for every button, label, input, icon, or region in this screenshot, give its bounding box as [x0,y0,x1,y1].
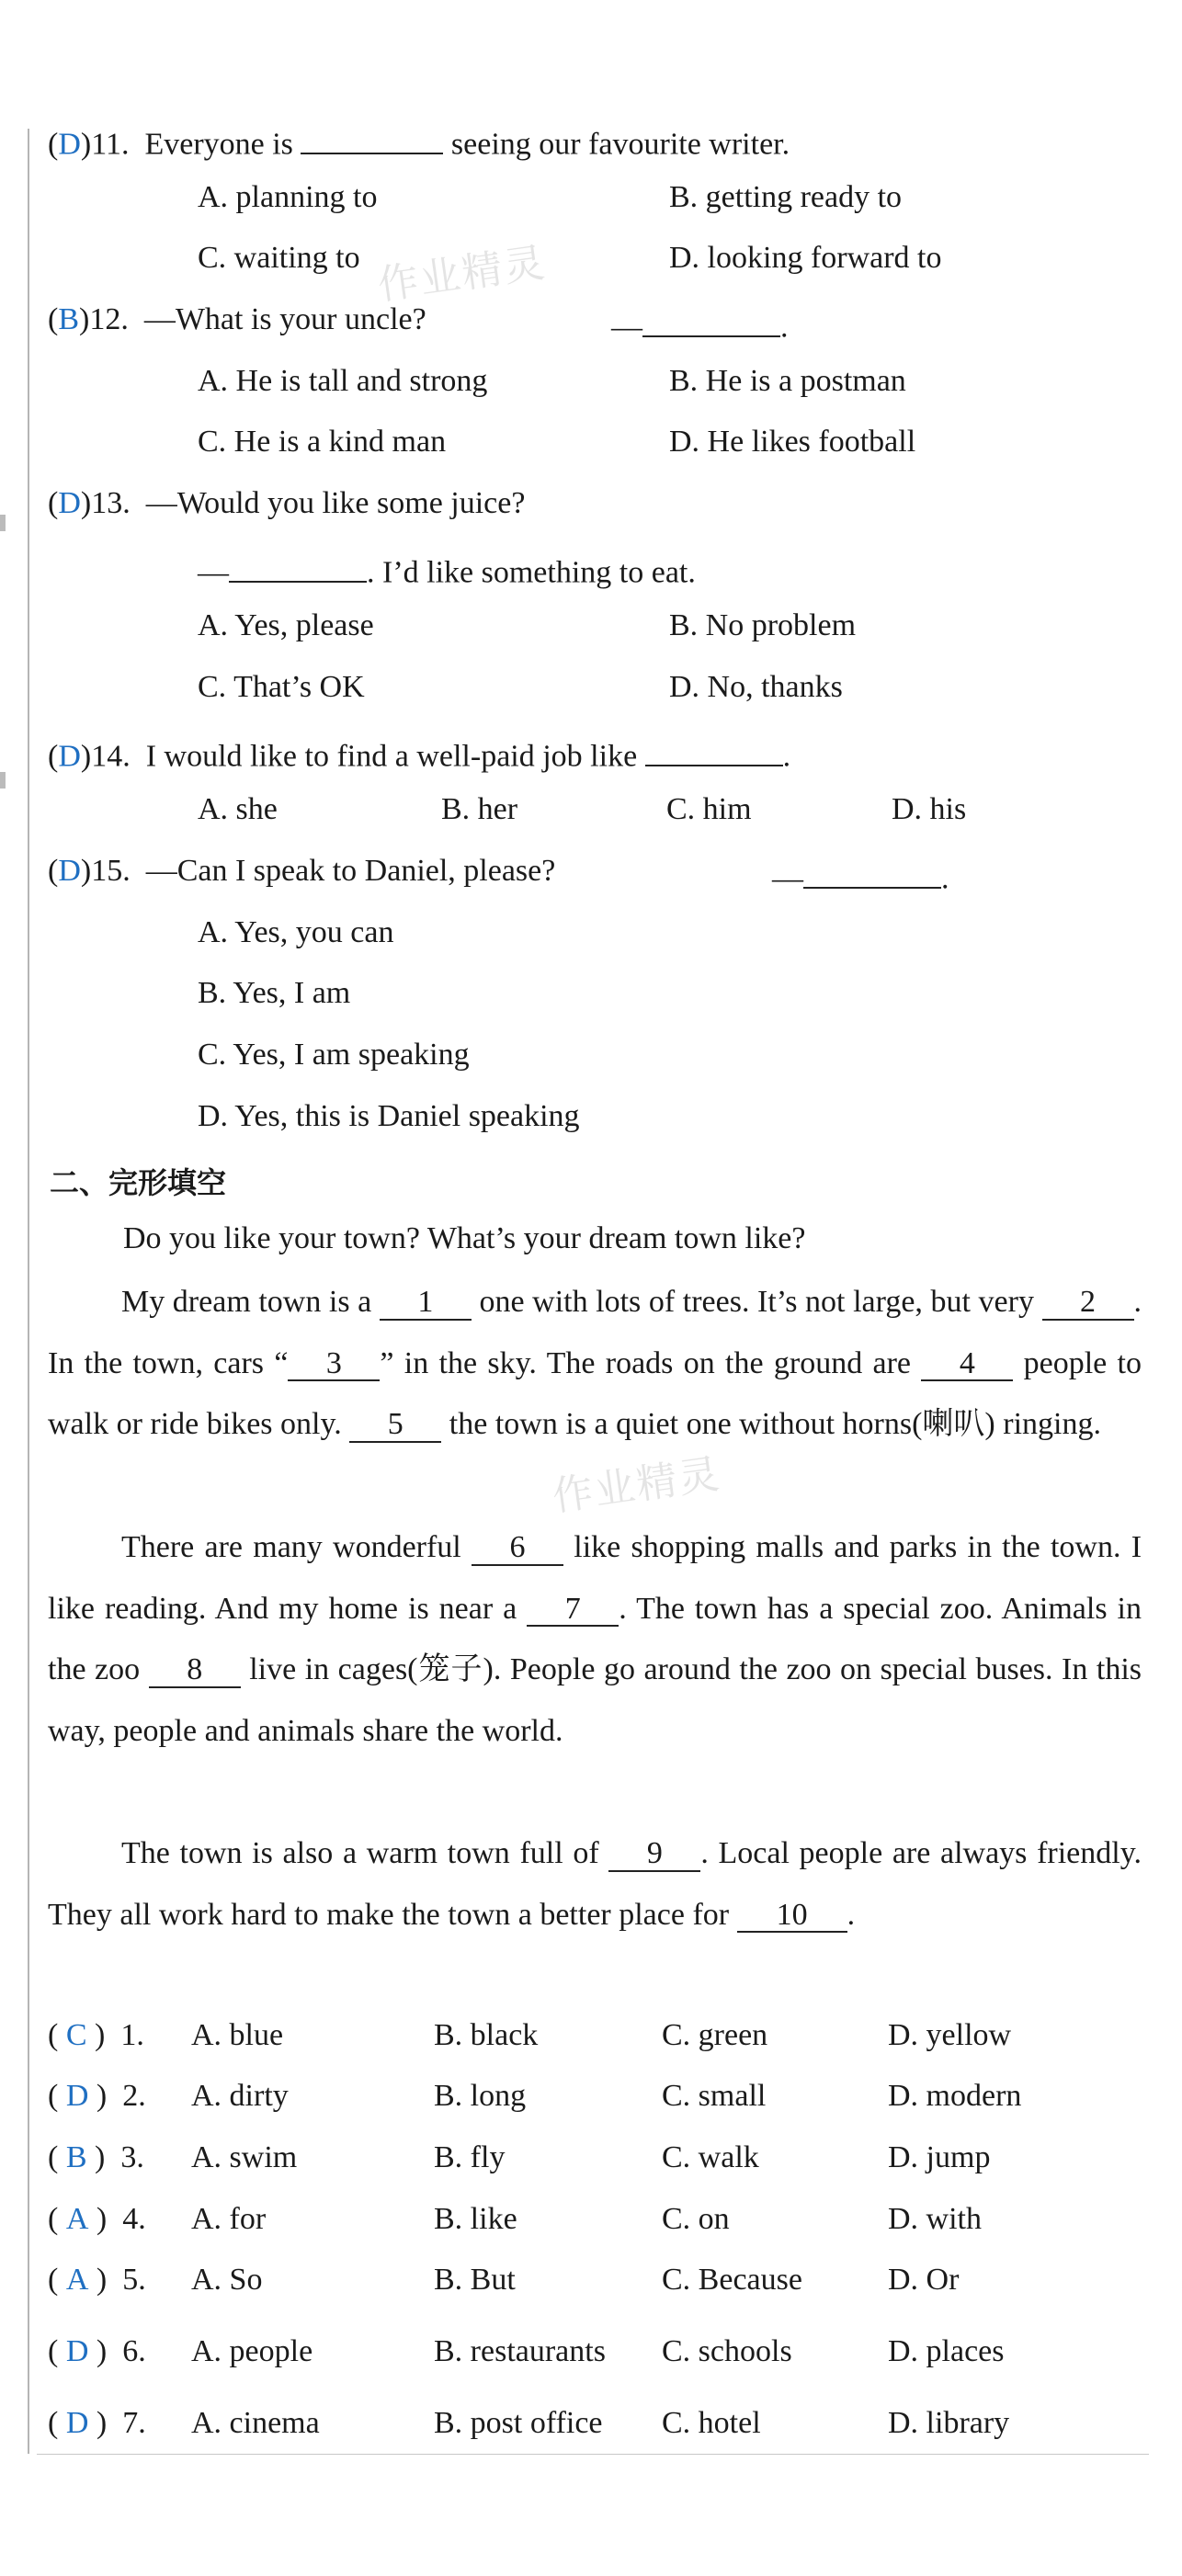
option: C. That’s OK [198,670,365,704]
option: A. Yes, you can [198,915,394,949]
option: A. Yes, please [198,608,374,642]
option: A. people [191,2334,313,2368]
option: B. getting ready to [669,180,903,214]
passage-intro: Do you like your town? What’s your dream town like? [123,1221,806,1255]
option: D. places [888,2334,1005,2368]
option: B. fly [434,2140,506,2174]
option: C. him [666,792,752,826]
option: C. small [662,2079,767,2113]
passage-paragraph-1: My dream town is a 1 one with lots of trees. It’s not large, but very 2 . In the town, cars “ 3 ” in the sky. The roads on the ground are 4 people to walk or ride bikes only. 5 the town is a quiet one without horns(喇叭) ringing. [48,1285,1142,1441]
option: B. No problem [669,608,857,642]
section-heading: 二、完形填空 [50,1165,227,1200]
cloze-blank: 9 [608,1837,700,1872]
option: A. for [191,2202,267,2236]
option: B. Yes, I am [198,976,351,1010]
option: C. Yes, I am speaking [198,1038,470,1072]
option: D. looking forward to [669,241,942,275]
cloze-row: ( D ) 6. [48,2334,146,2368]
answer-mark: D [65,2079,89,2113]
option: D. library [888,2406,1010,2440]
option: D. No, thanks [669,670,843,704]
option: D. Yes, this is Daniel speaking [198,1099,580,1133]
option: A. planning to [198,180,378,214]
cloze-row: ( B ) 3. [48,2140,144,2174]
question-13-stem: (D)13. —Would you like some juice? [48,486,526,520]
option: B. like [434,2202,517,2236]
answer-mark: D [58,739,81,774]
question-13-reply: — . I’d like something to eat. [198,548,696,591]
fill-blank [229,548,367,583]
option: A. dirty [191,2079,289,2113]
passage-paragraph-3: The town is also a warm town full of 9 . Local people are always friendly. They all work hard to make the town a better place for 10 . [48,1836,1142,1932]
answer-mark: A [65,2263,89,2297]
option: B. restaurants [434,2334,606,2368]
option: D. Or [888,2263,960,2297]
option: A. He is tall and strong [198,364,488,398]
option: B. But [434,2263,516,2297]
answer-mark: B [65,2140,87,2174]
cloze-blank: 2 [1042,1286,1134,1321]
option: B. her [441,792,518,826]
cloze-row: ( D ) 2. [48,2079,146,2113]
cloze-row: ( A ) 4. [48,2202,146,2236]
option: C. schools [662,2334,792,2368]
option: C. green [662,2018,768,2052]
question-15-reply: — . [772,854,949,897]
option: C. hotel [662,2406,761,2440]
answer-mark: D [58,486,81,520]
option: D. yellow [888,2018,1012,2052]
option: C. walk [662,2140,759,2174]
question-14-stem: (D)14. I would like to find a well-paid job like . [48,732,790,775]
answer-mark: B [58,302,80,336]
option: B. long [434,2079,527,2113]
answer-mark: D [65,2406,89,2440]
cloze-blank: 3 [288,1347,380,1382]
answer-mark: A [65,2202,89,2236]
option: C. He is a kind man [198,425,447,459]
option: B. post office [434,2406,603,2440]
question-12-stem: (B)12. —What is your uncle? [48,302,426,336]
answer-mark: D [58,127,81,162]
option: A. cinema [191,2406,320,2440]
question-15-stem: (D)15. —Can I speak to Daniel, please? [48,854,556,888]
option: A. So [191,2263,263,2297]
cloze-blank: 10 [737,1899,847,1934]
bottom-rule [37,2454,1149,2455]
option: C. on [662,2202,730,2236]
watermark: 作业精灵 [374,239,550,310]
cloze-row: ( A ) 5. [48,2263,146,2297]
option: B. He is a postman [669,364,906,398]
watermark: 作业精灵 [549,1450,724,1521]
answer-mark: D [65,2334,89,2368]
option: D. modern [888,2079,1022,2113]
option: D. his [892,792,967,826]
option: A. swim [191,2140,298,2174]
option: A. she [198,792,278,826]
cloze-row: ( D ) 7. [48,2406,146,2440]
cloze-blank: 7 [527,1593,619,1628]
fill-blank [301,119,443,154]
fill-blank [642,302,780,337]
question-11-stem: (D)11. Everyone is seeing our favourite writer. [48,119,790,163]
binding-mark [0,515,6,531]
option: D. jump [888,2140,991,2174]
passage-paragraph-2: There are many wonderful 6 like shopping malls and parks in the town. I like reading. And my home is near a 7 . The town has a special zoo. Animals in the zoo 8 live in cages(笼子). People go around the zoo on special buses. In this way, people and animals share the world. [48,1530,1142,1748]
option: D. He likes football [669,425,916,459]
option: C. waiting to [198,241,360,275]
option: D. with [888,2202,982,2236]
fill-blank [645,732,783,766]
cloze-blank: 4 [921,1347,1013,1382]
option: C. Because [662,2263,802,2297]
answer-mark: D [58,854,81,888]
cloze-blank: 6 [472,1531,563,1566]
answer-mark: C [65,2018,87,2052]
fill-blank [803,854,941,889]
binding-mark [0,772,6,789]
option: A. blue [191,2018,284,2052]
cloze-blank: 8 [149,1653,241,1688]
option: B. black [434,2018,539,2052]
cloze-blank: 1 [380,1286,472,1321]
cloze-blank: 5 [349,1408,441,1443]
question-12-reply: — . [611,302,789,346]
left-margin-rule [28,129,29,2454]
cloze-row: ( C ) 1. [48,2018,144,2052]
